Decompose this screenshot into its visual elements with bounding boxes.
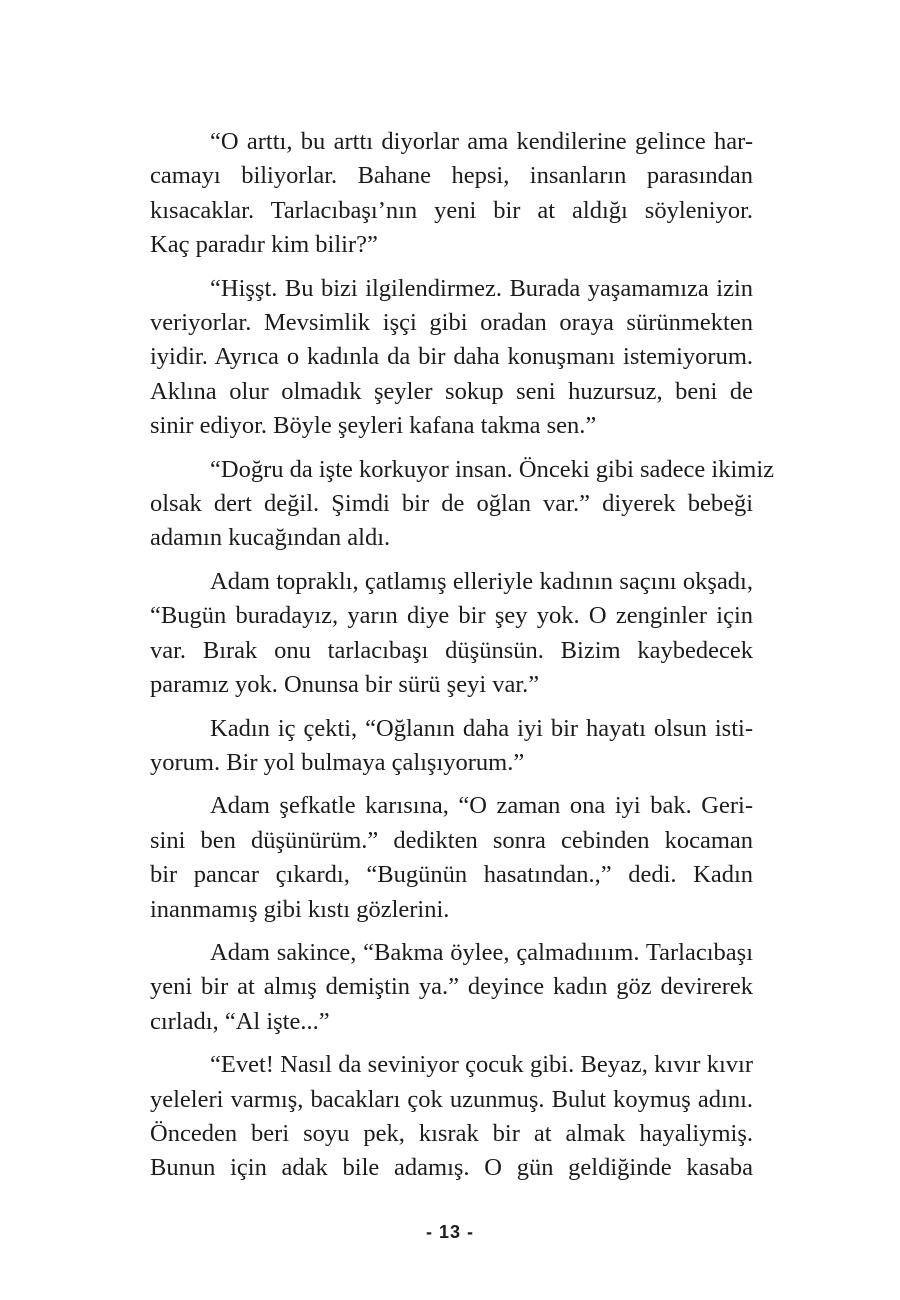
- text-line: inanmamış gibi kıstı gözlerini.: [150, 895, 450, 923]
- paragraph: [150, 272, 753, 444]
- text-line: “Doğru da işte korkuyor insan. Önceki gibi sadece ikimiz: [210, 455, 775, 483]
- text-line: Aklına olur olmadık şeyler sokup seni huzursuz, beni de: [150, 377, 753, 405]
- text-line: yeni bir at almış demiştin ya.” deyince kadın göz devirerek: [150, 973, 753, 1001]
- text-line: kısacaklar. Tarlacıbaşı’nın yeni bir at aldığı söyleniyor.: [150, 196, 753, 224]
- text-line: “O arttı, bu arttı diyorlar ama kendilerine gelince har-: [210, 128, 753, 155]
- text-line: iyidir. Ayrıca o kadınla da bir daha konuşmanı istemiyorum.: [150, 343, 753, 371]
- text-line: “Bugün buradayız, yarın diye bir şey yok. O zenginler için: [150, 602, 753, 630]
- page-number: - 13 -: [425, 1222, 474, 1242]
- text-line: adamın kucağından aldı.: [150, 524, 391, 552]
- text-line: cırladı, “Al işte...”: [150, 1007, 330, 1035]
- text-line: paramız yok. Onunsa bir sürü şeyi var.”: [150, 671, 540, 699]
- text-line: Adam şefkatle karısına, “O zaman ona iyi bak. Geri-: [210, 792, 753, 820]
- text-line: sinir ediyor. Böyle şeyleri kafana takma sen.”: [150, 412, 597, 440]
- paragraph: [150, 789, 753, 927]
- paragraph: [150, 936, 753, 1039]
- text-line: yeleleri varmış, bacakları çok uzunmuş. Bulut koymuş adını.: [150, 1085, 753, 1113]
- page-body: [150, 125, 775, 1195]
- text-line: yorum. Bir yol bulmaya çalışıyorum.”: [150, 748, 525, 776]
- text-line: olsak dert değil. Şimdi bir de oğlan var.” diyerek bebeği: [150, 490, 753, 518]
- paragraph: [150, 453, 775, 556]
- paragraph: [150, 712, 753, 781]
- text-line: Kaç paradır kim bilir?”: [150, 231, 378, 259]
- text-line: Kadın iç çekti, “Oğlanın daha iyi bir hayatı olsun isti-: [210, 714, 753, 742]
- text-line: Önceden beri soyu pek, kısrak bir at almak hayaliymiş.: [150, 1119, 753, 1147]
- text-line: “Evet! Nasıl da seviniyor çocuk gibi. Beyaz, kıvır kıvır: [210, 1051, 753, 1079]
- paragraph: [150, 565, 753, 703]
- text-line: Bunun için adak bile adamış. O gün geldiğinde kasaba: [150, 1154, 753, 1182]
- text-line: Adam topraklı, çatlamış elleriyle kadının saçını okşadı,: [210, 567, 753, 595]
- text-line: veriyorlar. Mevsimlik işçi gibi oradan oraya sürünmekten: [150, 309, 753, 337]
- text-line: sini ben düşünürüm.” dedikten sonra cebinden kocaman: [150, 826, 753, 854]
- text-line: “Hişşt. Bu bizi ilgilendirmez. Burada yaşamamıza izin: [210, 274, 753, 302]
- text-line: bir pancar çıkardı, “Bugünün hasatından.,” dedi. Kadın: [150, 861, 753, 889]
- paragraph: [150, 1048, 753, 1186]
- text-line: Adam sakince, “Bakma öylee, çalmadıııım. Tarlacıbaşı: [210, 938, 753, 966]
- text-line: camayı biliyorlar. Bahane hepsi, insanların parasından: [150, 162, 753, 190]
- paragraph: [150, 125, 753, 263]
- text-line: var. Bırak onu tarlacıbaşı düşünsün. Bizim kaybedecek: [150, 636, 753, 664]
